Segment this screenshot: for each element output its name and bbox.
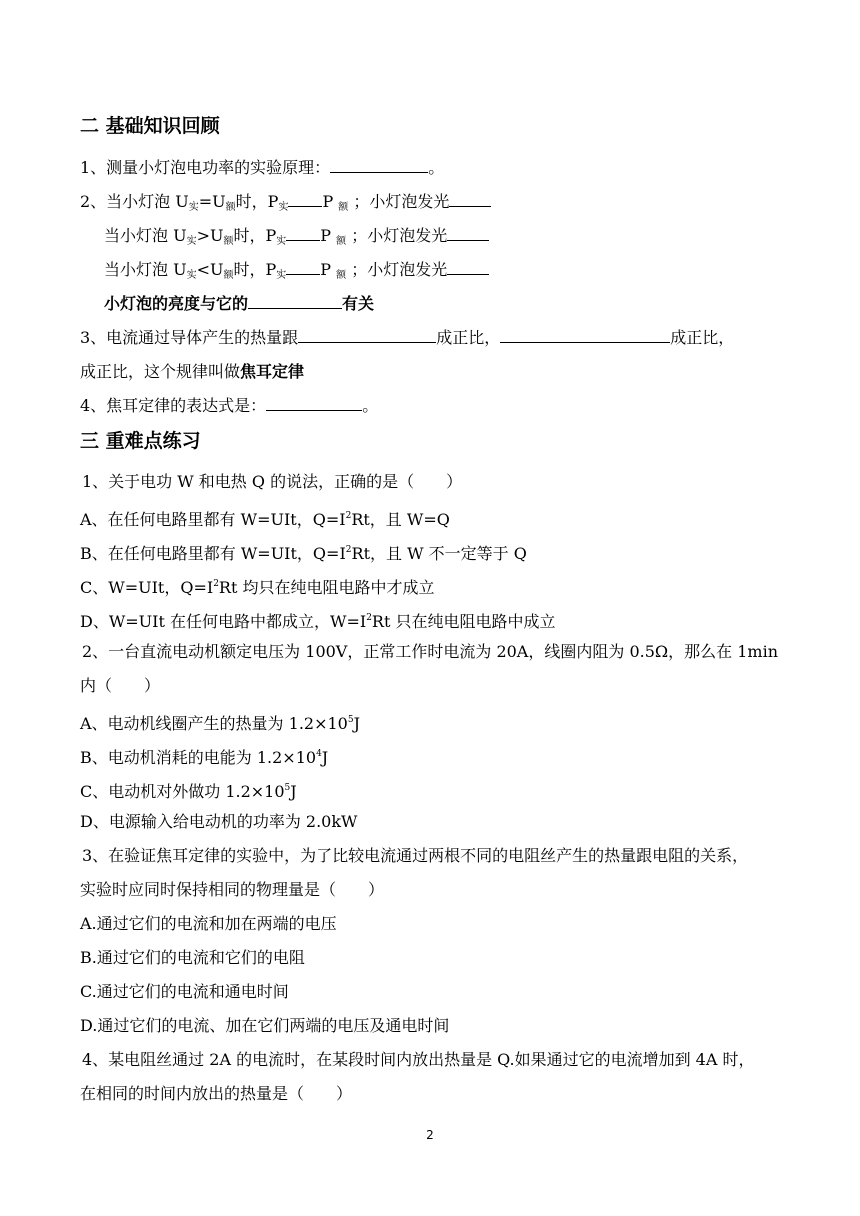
row-lead: 当小灯泡 U [104, 226, 187, 245]
superscript: 5 [347, 715, 354, 725]
conclusion-text: 小灯泡的亮度与它的 [104, 294, 249, 313]
sub-rated: 额 [223, 270, 234, 281]
superscript: 2 [366, 613, 372, 623]
option-text: Rt 均只在纯电阻电路中才成立 [218, 578, 435, 597]
question-3-line-1 [80, 328, 734, 348]
row-mid: 时，P [235, 192, 279, 211]
sub-rated: 额 [336, 270, 347, 281]
question-4-end: 。 [362, 396, 379, 415]
page-number: 2 [426, 1128, 434, 1142]
joule-law-term: 焦耳定律 [240, 362, 305, 381]
option-text: Rt，且 W 不一定等于 Q [351, 544, 527, 563]
blank [449, 192, 491, 207]
question-3-text: 成正比， [436, 328, 501, 347]
option-text: Rt，且 W=Q [351, 510, 450, 529]
blank [286, 226, 320, 241]
option-text: Rt 只在纯电阻电路中成立 [371, 612, 556, 631]
problem-2-stem-line-2: 内（ ） [80, 676, 161, 695]
problem-1-option-d [80, 608, 556, 632]
question-3-text: 成正比，这个规律叫做 [80, 362, 241, 381]
sub-rated: 额 [338, 202, 349, 213]
row-end: ；小灯泡发光 [351, 226, 448, 245]
problem-3-stem-line-1: 3、在验证焦耳定律的实验中，为了比较电流通过两根不同的电阻丝产生的热量跟电阻的关系， [82, 846, 749, 865]
p-rated: P [320, 260, 332, 279]
section-2-title: 二 基础知识回顾 [80, 115, 220, 137]
problem-3-option-c: C.通过它们的电流和通电时间 [80, 982, 289, 1001]
conclusion-end: 有关 [342, 294, 375, 313]
row-relation: >U [196, 226, 224, 245]
superscript: 4 [316, 749, 322, 759]
option-text: C、电动机对外做功 1.2×10 [80, 782, 285, 801]
problem-1-option-c [80, 574, 435, 598]
row-mid: 时，P [233, 260, 277, 279]
sub-actual: 实 [186, 236, 197, 247]
question-4 [80, 396, 378, 416]
question-2-conclusion [104, 294, 374, 314]
row-end: ；小灯泡发光 [351, 260, 448, 279]
blank [286, 260, 320, 275]
problem-1-option-a [80, 506, 450, 530]
blank [500, 328, 670, 343]
question-4-text: 4、焦耳定律的表达式是： [80, 396, 267, 415]
p-rated: P [320, 226, 332, 245]
row-lead: 2、当小灯泡 U [80, 192, 189, 211]
question-3-text: 3、电流通过导体产生的热量跟 [80, 328, 299, 347]
problem-2-option-a [80, 710, 360, 734]
option-text: J [353, 714, 361, 733]
question-3-text: 成正比， [670, 328, 735, 347]
problem-2-option-b [80, 744, 328, 768]
sub-rated: 额 [336, 236, 347, 247]
option-text: C、W=UIt，Q=I [80, 578, 214, 597]
superscript: 2 [213, 579, 219, 589]
row-end: ；小灯泡发光 [353, 192, 450, 211]
row-mid: 时，P [233, 226, 277, 245]
question-1-text: 1、测量小灯泡电功率的实验原理： [80, 158, 331, 177]
problem-2-stem-line-1: 2、一台直流电动机额定电压为 100V，正常工作时电流为 20A，线圈内阻为 0.5Ω，那么在 1min [82, 642, 779, 661]
sub-actual: 实 [276, 270, 287, 281]
blank [330, 158, 428, 173]
option-text: B、电动机消耗的电能为 1.2×10 [80, 748, 317, 767]
sub-actual: 实 [186, 270, 197, 281]
p-rated: P [322, 192, 334, 211]
sub-actual: 实 [188, 202, 199, 213]
row-lead: 当小灯泡 U [104, 260, 187, 279]
problem-3-stem-line-2: 实验时应同时保持相同的物理量是（ ） [80, 880, 385, 899]
sub-rated: 额 [223, 236, 234, 247]
blank [447, 260, 489, 275]
problem-4-stem-line-1: 4、某电阻丝通过 2A 的电流时，在某段时间内放出热量是 Q.如果通过它的电流增加到 4A 时， [82, 1050, 755, 1069]
option-text: B、在任何电路里都有 W=UIt，Q=I [80, 544, 346, 563]
question-1 [80, 158, 444, 178]
problem-3-option-a: A.通过它们的电流和加在两端的电压 [80, 914, 337, 933]
option-text: A、电动机线圈产生的热量为 1.2×10 [80, 714, 348, 733]
superscript: 2 [345, 511, 352, 521]
problem-3-option-d: D.通过它们的电流、加在它们两端的电压及通电时间 [80, 1016, 450, 1035]
sub-rated: 额 [225, 202, 236, 213]
question-2-row-1 [80, 192, 491, 218]
blank [288, 192, 322, 207]
question-3-line-2 [80, 362, 304, 382]
problem-4-stem-line-2: 在相同的时间内放出的热量是（ ） [80, 1084, 353, 1103]
problem-3-option-b: B.通过它们的电流和它们的电阻 [80, 948, 305, 967]
problem-2-option-c [80, 778, 297, 802]
sub-actual: 实 [278, 202, 289, 213]
question-2-row-2 [104, 226, 489, 252]
blank [298, 328, 436, 343]
option-text: D、W=UIt 在任何电路中都成立，W=I [80, 612, 367, 631]
question-1-end: 。 [428, 158, 445, 177]
row-relation: <U [196, 260, 224, 279]
problem-1-option-b [80, 540, 527, 564]
option-text: A、在任何电路里都有 W=UIt，Q=I [80, 510, 346, 529]
question-2-row-3 [104, 260, 489, 286]
superscript: 5 [284, 783, 291, 793]
section-3-title: 三 重难点练习 [80, 430, 201, 452]
option-text: J [321, 748, 329, 767]
problem-1-stem: 1、关于电功 W 和电热 Q 的说法，正确的是（ ） [82, 472, 463, 491]
superscript: 2 [345, 545, 352, 555]
row-relation: =U [198, 192, 226, 211]
blank [447, 226, 489, 241]
problem-2-option-d: D、电源输入给电动机的功率为 2.0kW [80, 812, 358, 831]
sub-actual: 实 [276, 236, 287, 247]
blank [248, 294, 342, 309]
blank [266, 396, 362, 411]
option-text: J [290, 782, 297, 801]
